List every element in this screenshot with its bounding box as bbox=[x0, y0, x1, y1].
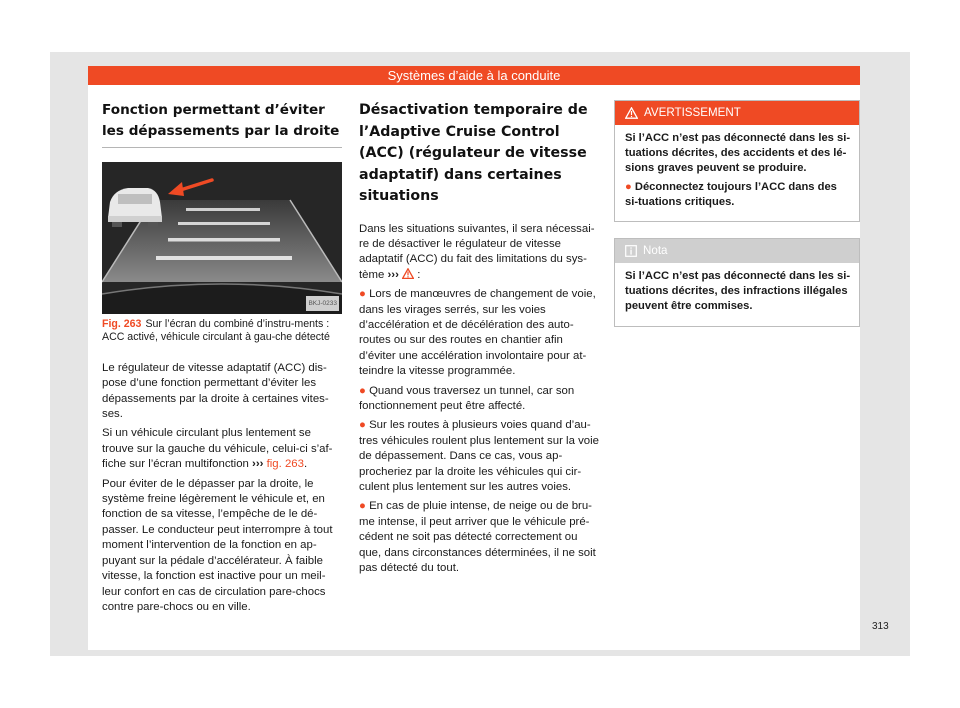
nota-body bbox=[615, 263, 859, 326]
figure-caption bbox=[102, 318, 342, 345]
bullet-icon: ● bbox=[359, 419, 366, 432]
paragraph: Pour éviter de le dépasser par la droite, le système freine légèrement le véhicule et, en fonction de sa vitesse, l’empêche de le dé-passer. Le conducteur peut interrompre à tout moment l’intervention de la fonction en ap-puyant sur la pédale d’accélérateur. À faible vitesse, la fonction est inactive pour un meil-leur confort en cas de circulation pare-chocs contre pare-chocs ou en ville. bbox=[102, 477, 333, 613]
list-item bbox=[359, 418, 599, 495]
info-icon bbox=[625, 245, 637, 257]
section-heading-wrap bbox=[359, 100, 599, 208]
nota-title: Nota bbox=[643, 244, 668, 258]
figure-code: BKJ-0233 bbox=[306, 296, 339, 311]
warning-text: Si l’ACC n’est pas déconnecté dans les si-tuations décrites, des accidents et des lé-sions graves peuvent se produire. bbox=[625, 132, 851, 175]
paragraph-end: . bbox=[303, 458, 308, 471]
bullet-icon: ● bbox=[625, 180, 632, 193]
figure-number: Fig. 263 bbox=[102, 318, 142, 330]
reference-arrows: ››› bbox=[387, 268, 399, 281]
page-number: 313 bbox=[872, 621, 889, 632]
paragraph: Le régulateur de vitesse adaptatif (ACC) dis-pose d’une fonction permettant d’éviter les dépassements par la droite à certaines vites-ses. bbox=[102, 361, 329, 421]
warning-list-item bbox=[625, 180, 851, 210]
warning-title: AVERTISSEMENT bbox=[644, 106, 741, 119]
column-right bbox=[614, 100, 860, 343]
paragraph-end: : bbox=[414, 268, 421, 281]
bullet-icon: ● bbox=[359, 288, 366, 301]
bullet-icon: ● bbox=[359, 500, 366, 513]
list-item bbox=[359, 384, 599, 415]
warning-body bbox=[615, 125, 859, 221]
paragraph bbox=[102, 426, 342, 472]
list-item bbox=[359, 499, 599, 576]
section-heading: Désactivation temporaire de l’Adaptive Cruise Control (ACC) (régulateur de vitesse adaptatif) dans certaines situations bbox=[359, 102, 588, 204]
list-item-text: En cas de pluie intense, de neige ou de bru-me intense, il peut arriver que le véhicule pré-cédent ne soit pas détecté correctement ou que, dans circonstances déterminées, il ne soit pas détecté du tout. bbox=[359, 500, 596, 575]
warning-icon[interactable] bbox=[402, 268, 414, 279]
paragraph bbox=[359, 222, 599, 284]
warning-list-text: Déconnectez toujours l’ACC dans des si-tuations critiques. bbox=[625, 180, 837, 208]
figure-caption-text: Sur l’écran du combiné d’instru-ments : ACC activé, véhicule circulant à gau-che détecté bbox=[102, 318, 330, 344]
bullet-icon: ● bbox=[359, 384, 366, 397]
paragraph-text: Si un véhicule circulant plus lentement se trouve sur la gauche du véhicule, celui-ci s’af-fiche sur l’écran multifonction bbox=[102, 427, 333, 471]
paragraph-text: Dans les situations suivantes, il sera nécessai-re de désactiver le régulateur de vitesse adaptatif (ACC) du fait des limitations du sys-tème bbox=[359, 222, 595, 281]
chapter-header: Systèmes d’aide à la conduite bbox=[88, 66, 860, 85]
column-left bbox=[102, 100, 342, 619]
warning-icon bbox=[625, 107, 638, 119]
list-item-text: Lors de manœuvres de changement de voie, dans les virages serrés, sur les voies d’accélération et de décélération des auto-routes ou sur des routes en chantier afin d’éviter une accélération involontaire pour at-teindre la vitesse programmée. bbox=[359, 288, 596, 378]
figure-link[interactable]: fig. 263 bbox=[266, 458, 304, 471]
nota-text: Si l’ACC n’est pas déconnecté dans les si-tuations décrites, des infractions illégales peuvent être commises. bbox=[625, 270, 851, 313]
column-middle bbox=[359, 100, 599, 580]
nota-box bbox=[614, 238, 860, 327]
dashboard-illustration bbox=[102, 162, 342, 314]
reference-arrows: ››› bbox=[252, 458, 264, 471]
list-item-text: Sur les routes à plusieurs voies quand d’au-tres véhicules roulent plus lentement sur la voie de dépassement. Dans ce cas, vous ap-procheriez par la droite les véhicules qui cir-culent plus lentement sur les autres voies. bbox=[359, 419, 599, 493]
list-item bbox=[359, 287, 599, 379]
warning-header bbox=[615, 101, 859, 125]
section-heading-wrap bbox=[102, 100, 342, 148]
list-item-text: Quand vous traversez un tunnel, car son fonctionnement peut être affecté. bbox=[359, 384, 575, 412]
figure-dashboard-display bbox=[102, 162, 342, 314]
section-heading: Fonction permettant d’éviter les dépassements par la droite bbox=[102, 102, 340, 139]
warning-box bbox=[614, 100, 860, 222]
nota-header bbox=[615, 239, 859, 263]
